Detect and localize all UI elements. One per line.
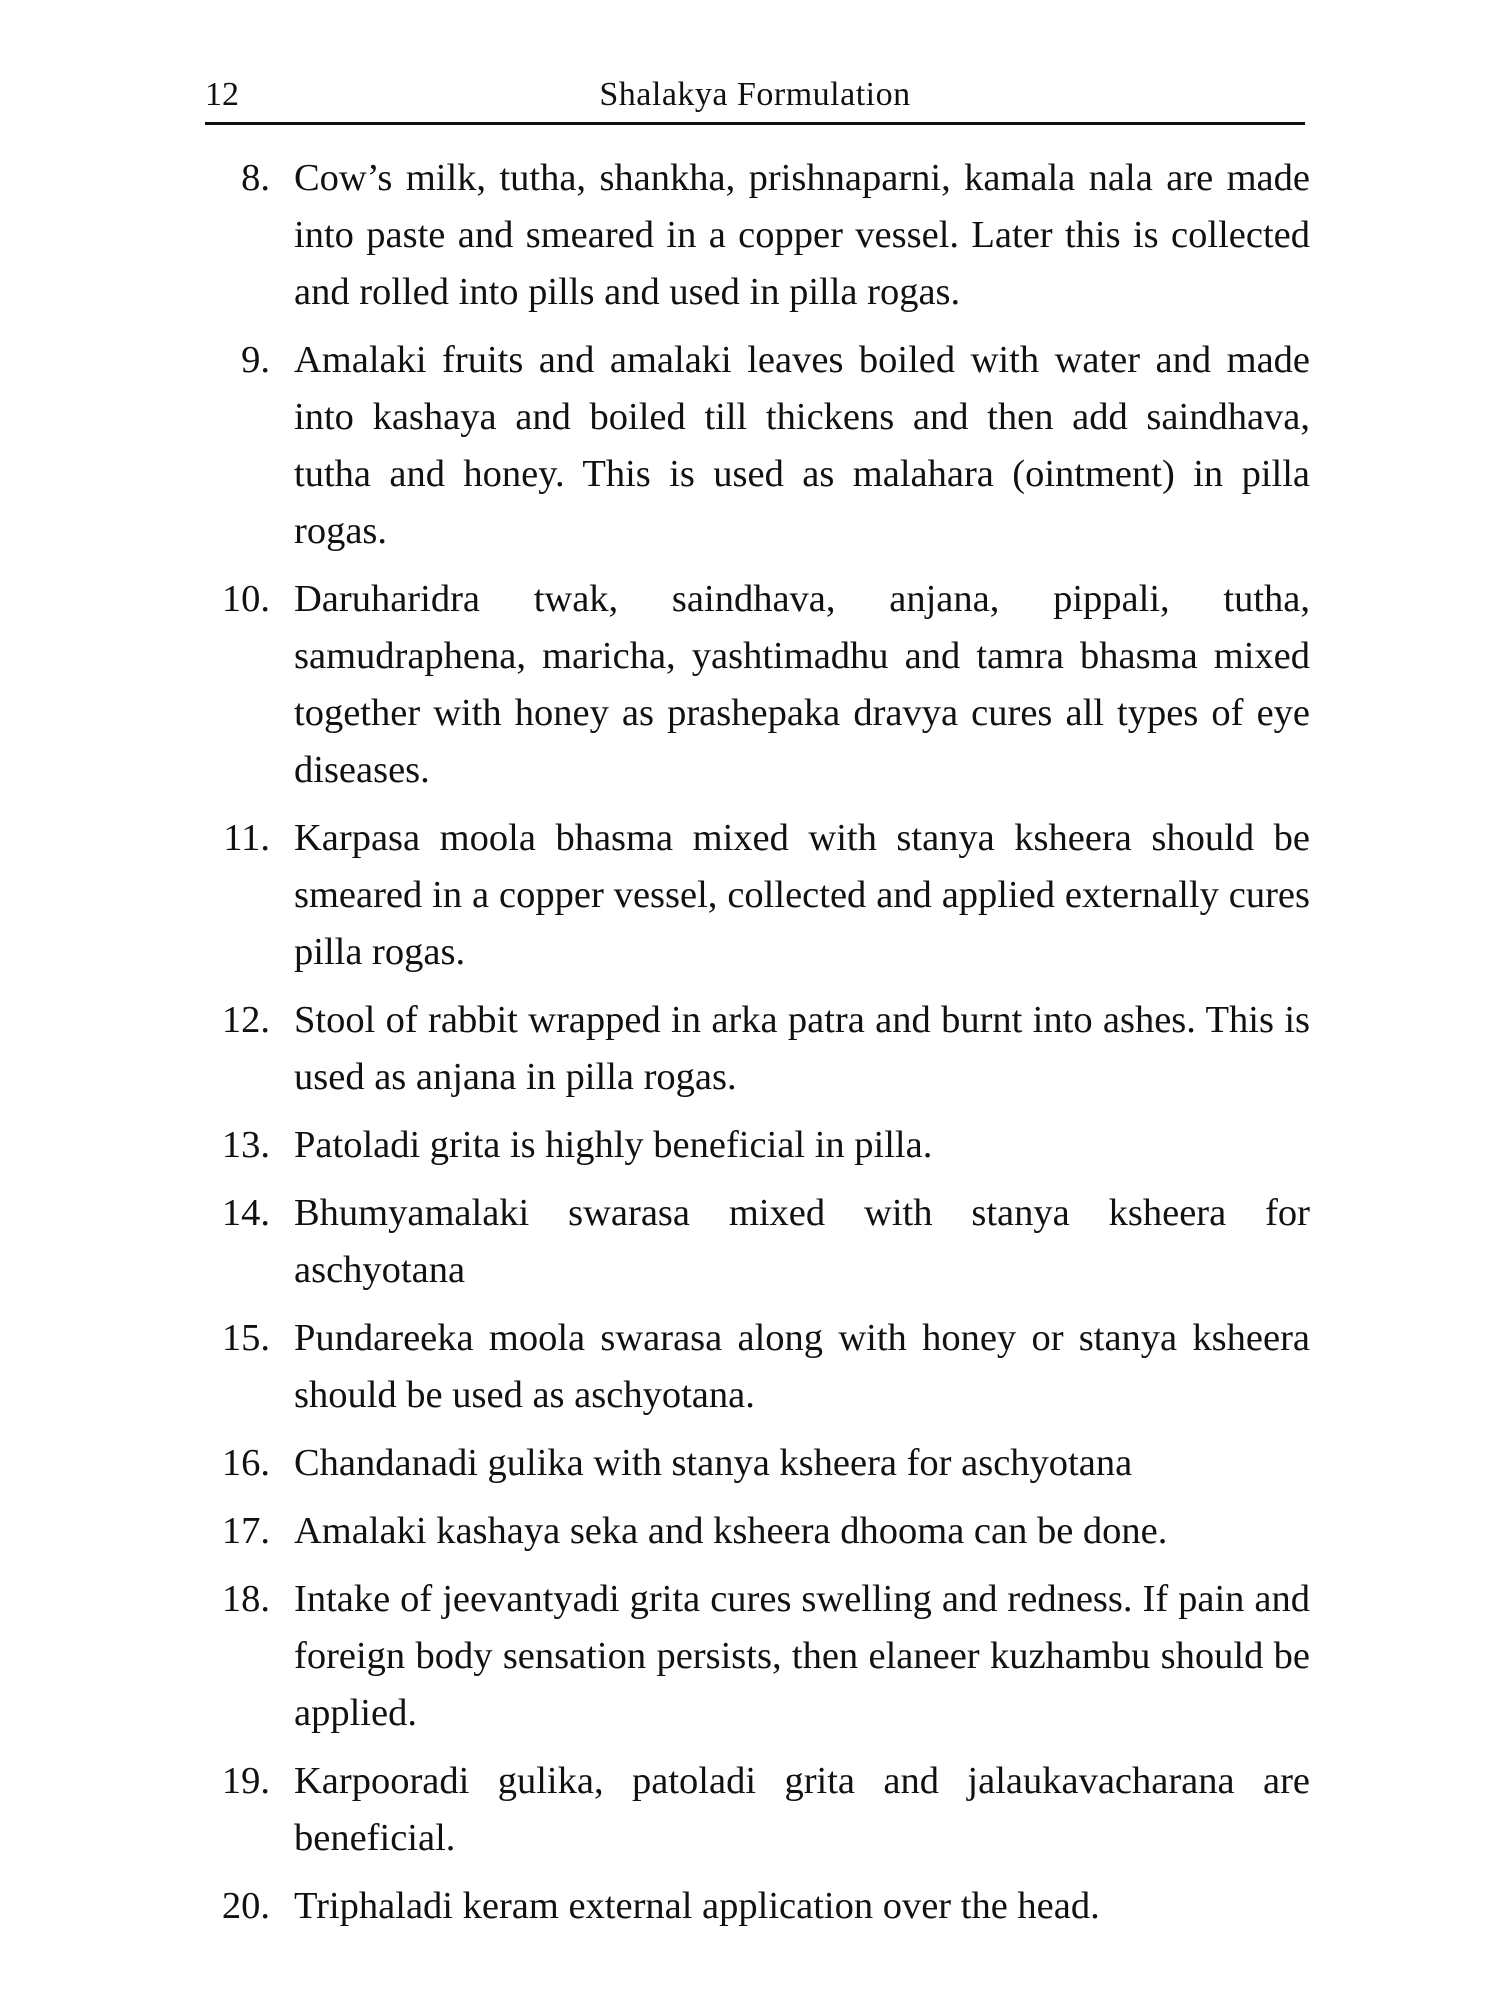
item-number: 15. [221,1317,270,1359]
formulation-list [200,150,1310,1946]
item-number: 8. [241,157,270,199]
item-number: 9. [241,339,270,381]
item-text: Karpasa moola bhasma mixed with stanya ksheera should be smeared in a copper vessel, collected and applied externally cures pilla rogas. [294,817,1310,973]
list-item [200,1503,1310,1560]
list-item [200,1310,1310,1424]
item-number: 17. [221,1510,270,1552]
item-text: Intake of jeevantyadi grita cures swelling and redness. If pain and foreign body sensation persists, then elaneer kuzhambu should be applied. [294,1578,1310,1734]
item-number: 20. [221,1885,270,1927]
list-item [200,810,1310,981]
item-text: Cow’s milk, tutha, shankha, prishnaparni, kamala nala are made into paste and smeared in a copper vessel. Later this is collected and rolled into pills and used in pilla rogas. [294,157,1310,313]
running-title: Shalakya Formulation [599,76,911,113]
item-text: Stool of rabbit wrapped in arka patra and burnt into ashes. This is used as anjana in pilla rogas. [294,999,1310,1098]
item-number: 16. [221,1442,270,1484]
item-text: Chandanadi gulika with stanya ksheera for aschyotana [294,1442,1133,1484]
item-number: 14. [221,1192,270,1234]
item-text: Pundareeka moola swarasa along with honey or stanya ksheera should be used as aschyotana. [294,1317,1310,1416]
item-number: 19. [221,1760,270,1802]
page-header [205,72,1305,125]
item-text: Daruharidra twak, saindhava, anjana, pippali, tutha, samudraphena, maricha, yashtimadhu and tamra bhasma mixed together with honey as prashepaka dravya cures all types of eye diseases. [294,578,1310,791]
item-number: 11. [223,817,270,859]
item-text: Patoladi grita is highly beneficial in pilla. [294,1124,933,1166]
list-item [200,150,1310,321]
page-number: 12 [205,76,239,113]
item-number: 18. [221,1578,270,1620]
list-item [200,571,1310,799]
item-text: Triphaladi keram external application over the head. [294,1885,1100,1927]
list-item [200,992,1310,1106]
list-item [200,1185,1310,1299]
list-item [200,1571,1310,1742]
item-text: Karpooradi gulika, patoladi grita and jalaukavacharana are beneficial. [294,1760,1310,1859]
item-number: 13. [221,1124,270,1166]
item-text: Amalaki kashaya seka and ksheera dhooma can be done. [294,1510,1168,1552]
list-item [200,1753,1310,1867]
item-number: 12. [221,999,270,1041]
list-item [200,1435,1310,1492]
item-text: Amalaki fruits and amalaki leaves boiled with water and made into kashaya and boiled till thickens and then add saindhava, tutha and honey. This is used as malahara (ointment) in pilla rogas. [294,339,1310,552]
item-text: Bhumyamalaki swarasa mixed with stanya ksheera for aschyotana [294,1192,1310,1291]
item-number: 10. [221,578,270,620]
list-item [200,1878,1310,1935]
list-item [200,1117,1310,1174]
list-item [200,332,1310,560]
